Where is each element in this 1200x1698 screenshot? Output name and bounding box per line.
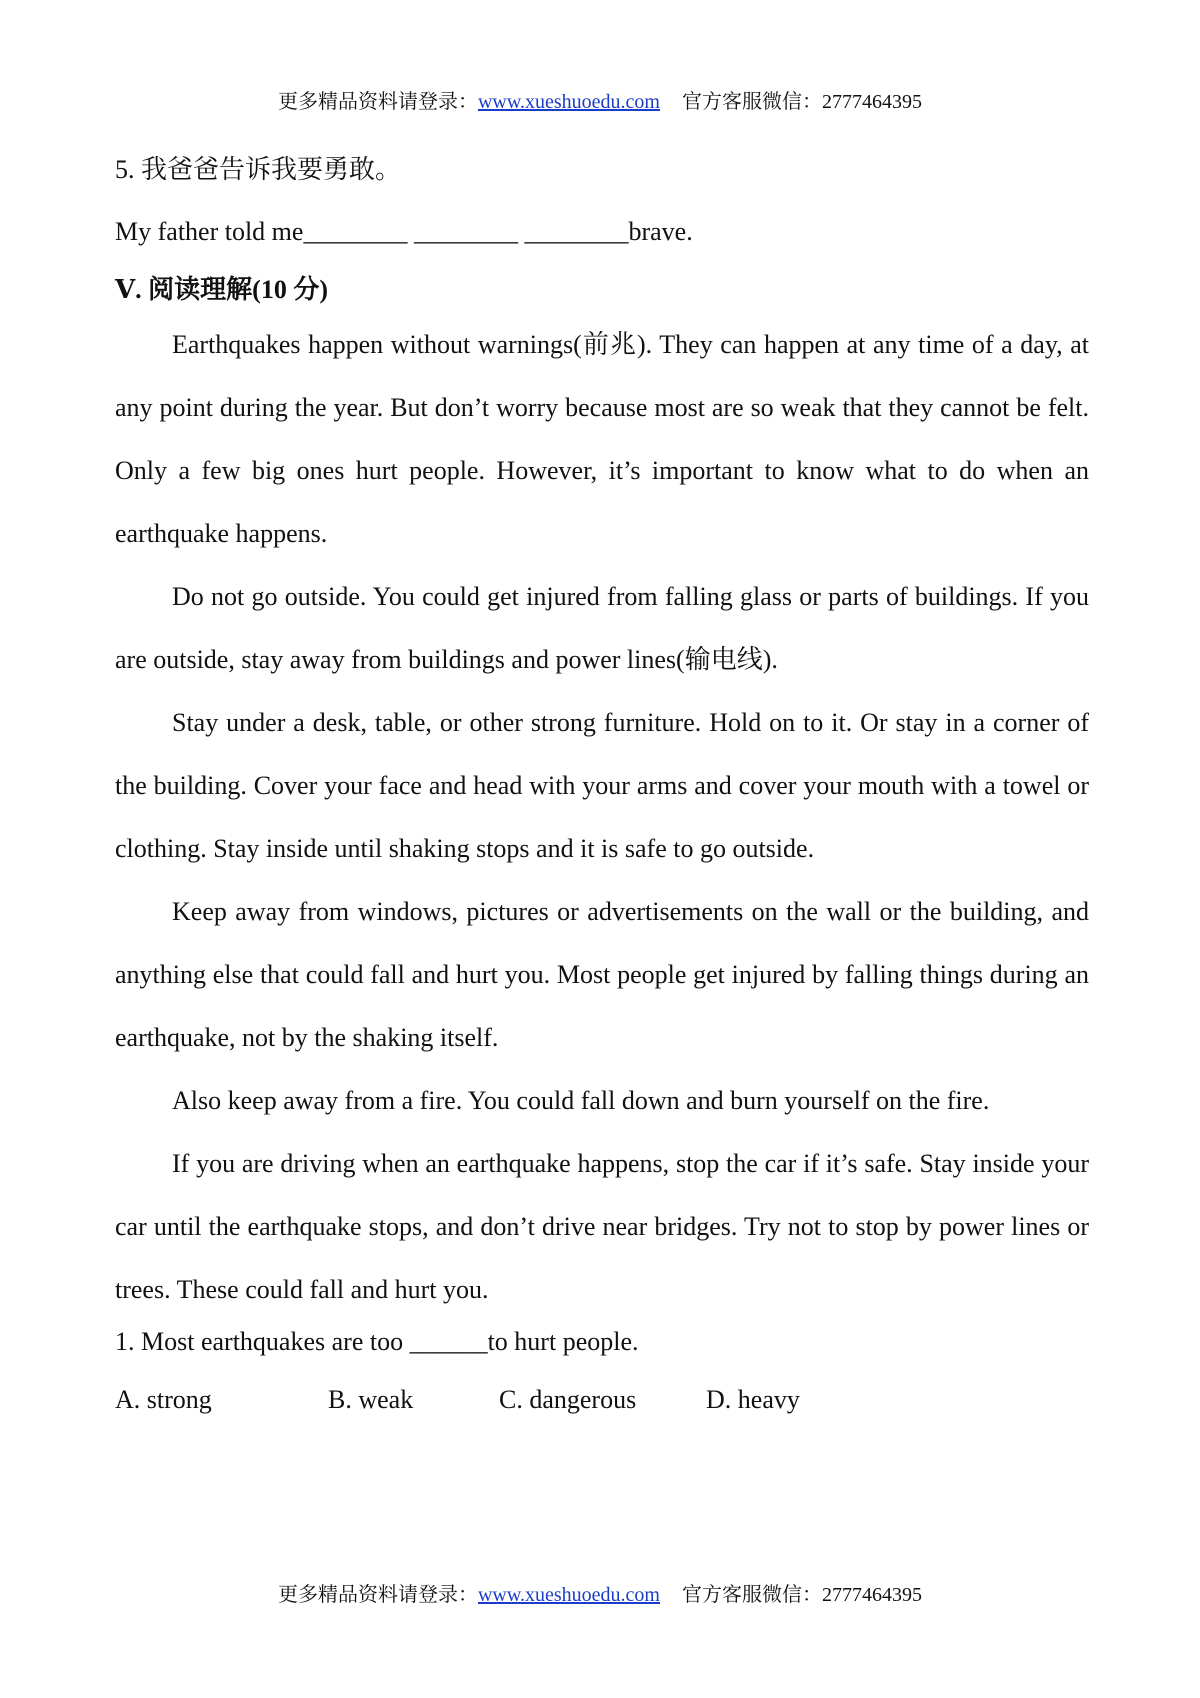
- option-d: D. heavy: [706, 1385, 800, 1414]
- option-c: C. dangerous: [499, 1385, 637, 1414]
- header-service: 官方客服微信：2777464395: [682, 91, 922, 113]
- header-prefix: 更多精品资料请登录：: [277, 91, 478, 113]
- passage-paragraph-6: If you are driving when an earthquake happens, stop the car if it’s safe. Stay inside your car until the earthquake stops, and don’t drive near bridges. Try not to stop by power lines or trees. These could fall and hurt you.: [115, 1149, 1089, 1304]
- q5-prompt: 5. 我爸爸告诉我要勇敢。: [115, 155, 402, 184]
- section-title: Ⅴ. 阅读理解(10 分): [115, 275, 328, 304]
- passage-paragraph-2: Do not go outside. You could get injured from falling glass or parts of buildings. If you are outside, stay away from buildings and power lines(输电线).: [115, 582, 1089, 674]
- q5-sentence: My father told me________ ________ ________brave.: [115, 217, 693, 246]
- page-header: [0, 88, 1200, 116]
- footer-site-link[interactable]: www.xueshuoedu.com: [477, 1584, 660, 1606]
- footer-prefix: 更多精品资料请登录：: [277, 1584, 478, 1606]
- question-1-options: [115, 1383, 1089, 1417]
- page-footer: [0, 1581, 1200, 1609]
- passage-paragraph-3: Stay under a desk, table, or other strong furniture. Hold on to it. Or stay in a corner of the building. Cover your face and head with your arms and cover your mouth with a towel or clothing. Stay inside until shaking stops and it is safe to go outside.: [115, 708, 1089, 863]
- option-b: B. weak: [328, 1385, 414, 1414]
- question-1-stem: 1. Most earthquakes are too ______to hurt people.: [115, 1327, 639, 1356]
- header-site-link[interactable]: www.xueshuoedu.com: [477, 91, 660, 113]
- footer-service: 官方客服微信：2777464395: [682, 1584, 922, 1606]
- document-body: [115, 153, 1089, 1417]
- reading-passage: [115, 313, 1089, 1321]
- option-a: A. strong: [115, 1385, 212, 1414]
- passage-paragraph-5: Also keep away from a fire. You could fall down and burn yourself on the fire.: [172, 1086, 990, 1115]
- passage-paragraph-4: Keep away from windows, pictures or advertisements on the wall or the building, and anything else that could fall and hurt you. Most people get injured by falling things during an earthquake, not by the shaking itself.: [115, 897, 1089, 1052]
- passage-paragraph-1: Earthquakes happen without warnings(前兆). They can happen at any time of a day, at any point during the year. But don’t worry because most are so weak that they cannot be felt. Only a few big ones hurt people. However, it’s important to know what to do when an earthquake happens.: [115, 330, 1089, 548]
